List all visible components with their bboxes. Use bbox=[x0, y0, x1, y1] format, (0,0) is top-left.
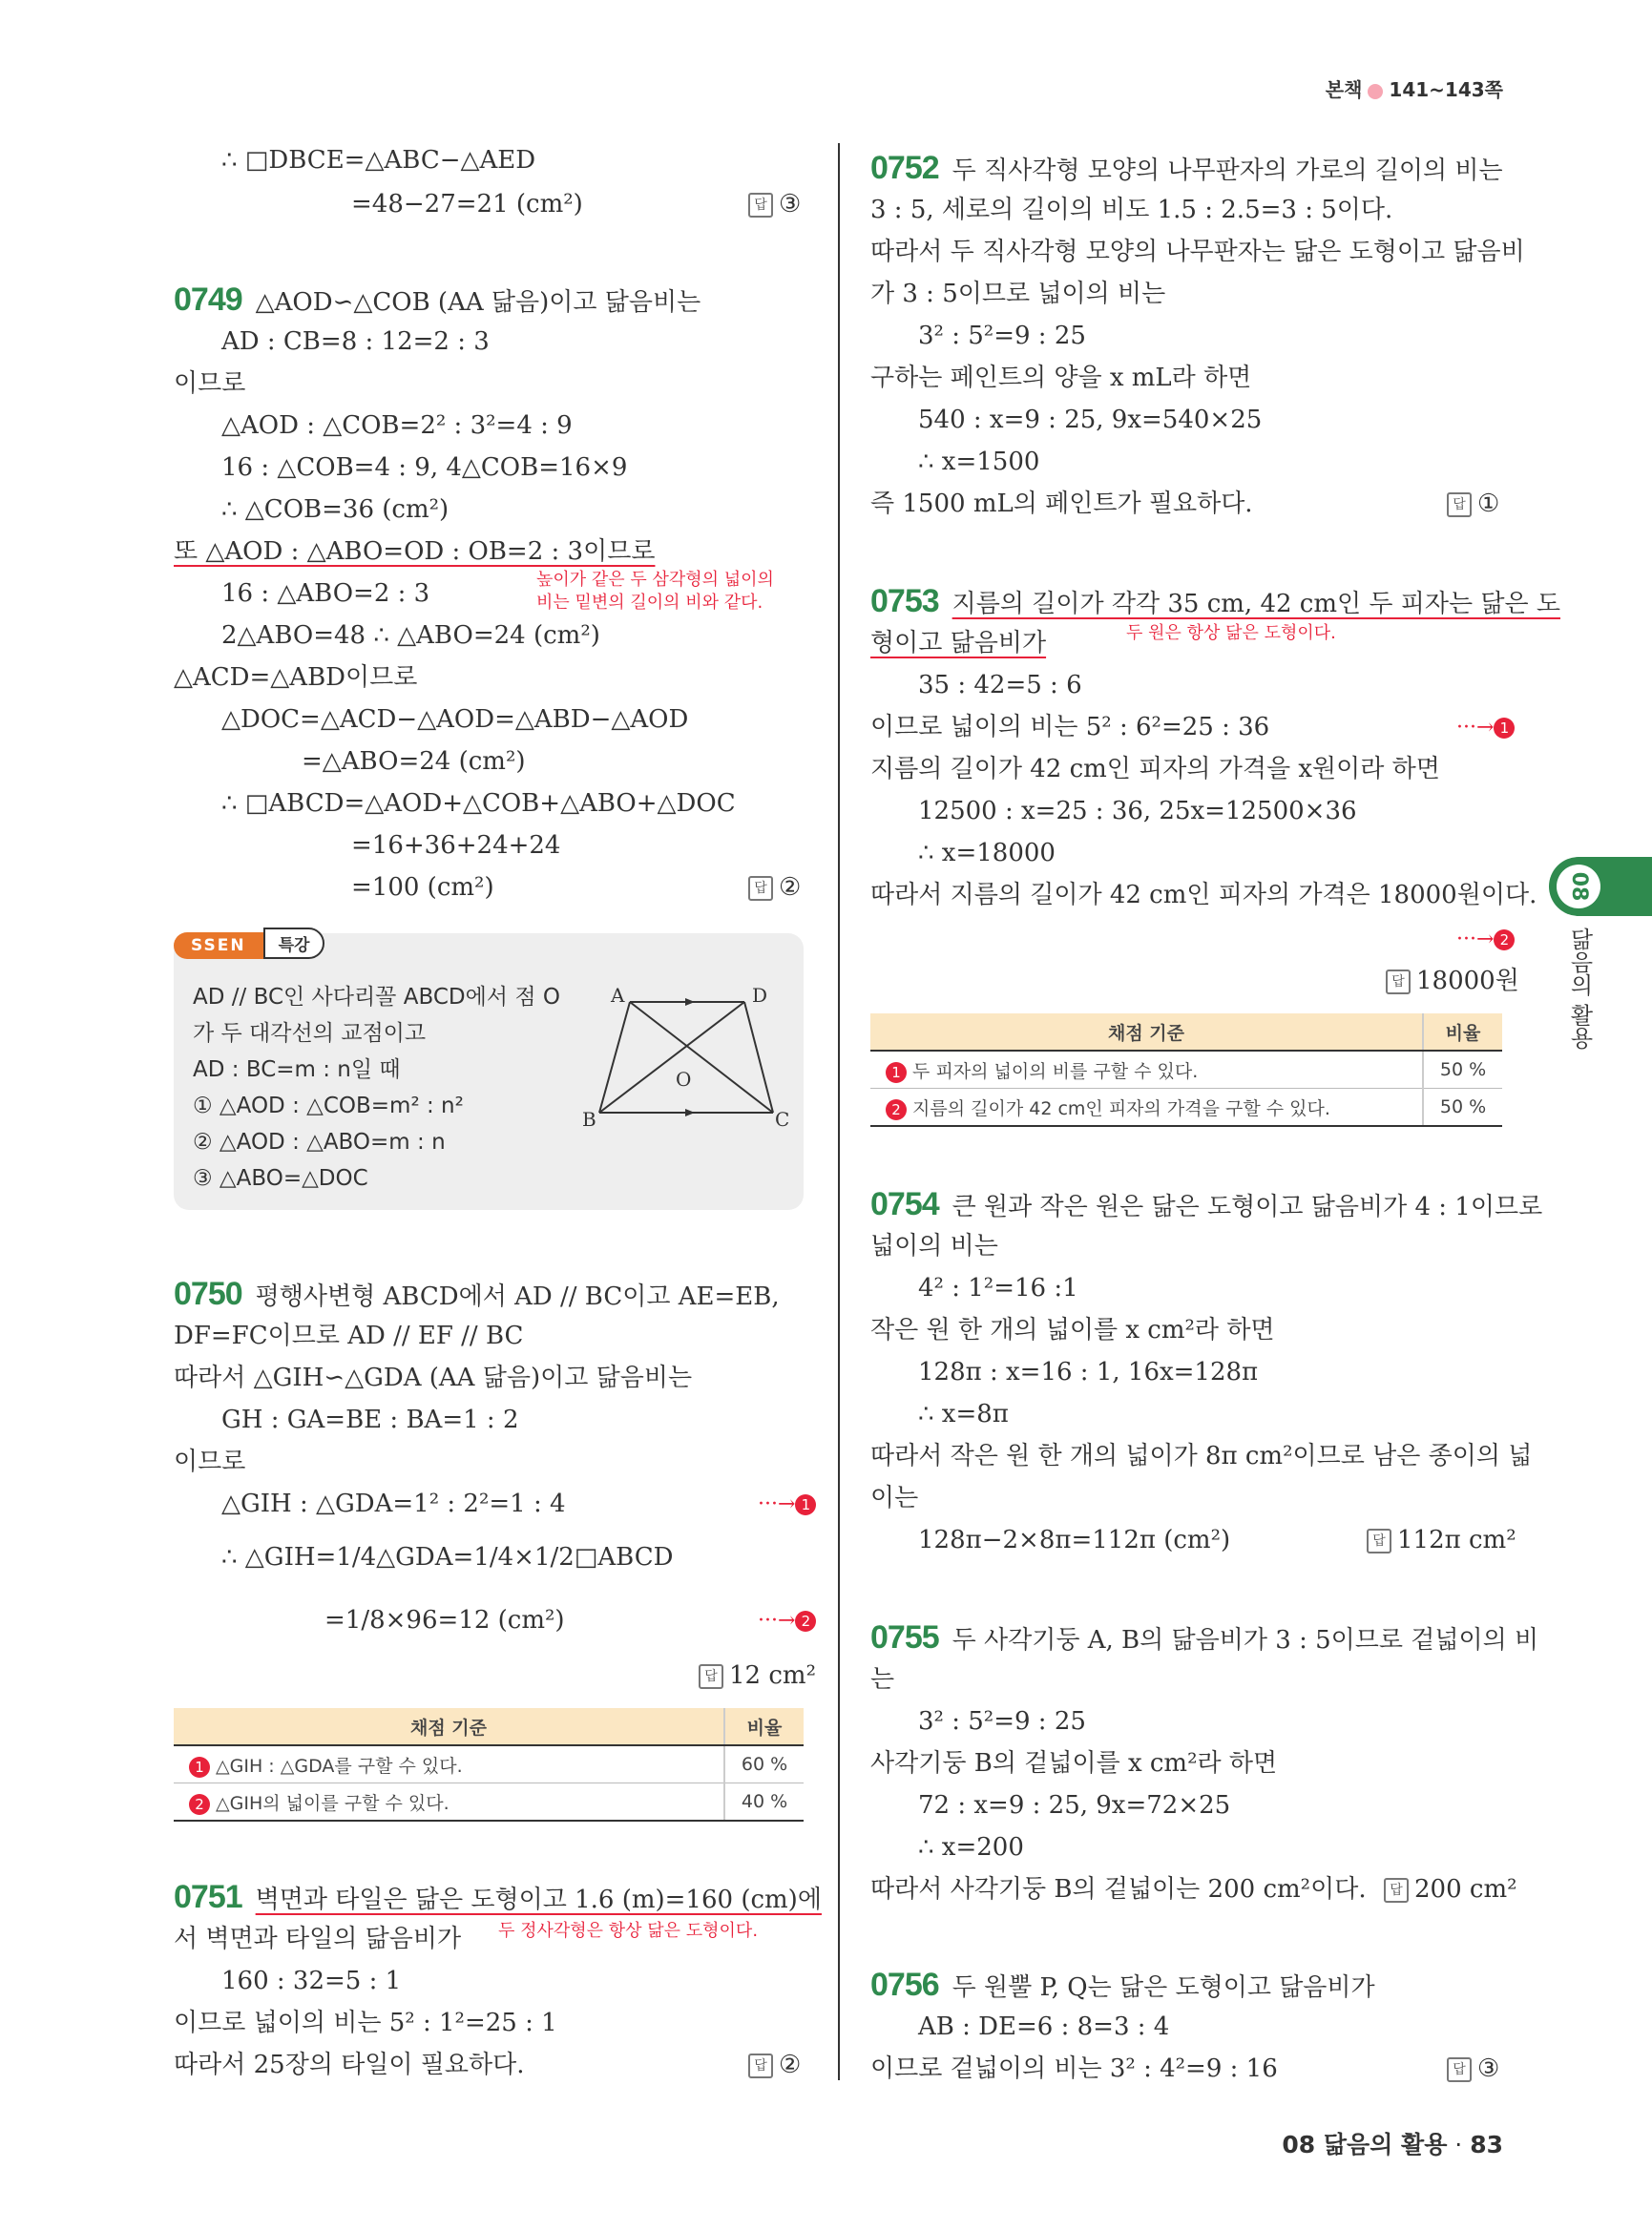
solution-line: =48−27=21 (cm²) bbox=[351, 190, 583, 219]
problem-number: 0751 bbox=[174, 1879, 242, 1915]
page-reference bbox=[1326, 74, 1503, 102]
answer-icon: 답 bbox=[699, 1664, 723, 1689]
answer bbox=[699, 1658, 816, 1693]
footer-separator: · bbox=[1447, 2131, 1471, 2158]
solution-line: 540 : x=9 : 25, 9x=540×25 bbox=[918, 406, 1263, 434]
solution-line: 이므로 bbox=[174, 369, 246, 398]
answer bbox=[1447, 487, 1499, 521]
solution-line: =100 (cm²) bbox=[351, 873, 494, 902]
ssen-label-special: 특강 bbox=[263, 928, 325, 959]
answer bbox=[1367, 1523, 1516, 1557]
solution-line: 따라서 지름의 길이가 42 cm인 피자의 가격은 18000원이다. bbox=[870, 881, 1537, 909]
answer-icon: 답 bbox=[748, 2054, 773, 2078]
table-cell: 50 % bbox=[1423, 1089, 1502, 1127]
table-cell: △GIH : △GDA를 구할 수 있다. bbox=[216, 1755, 463, 1777]
answer-value: 18000원 bbox=[1416, 967, 1519, 995]
solution-line: =△ABO=24 (cm²) bbox=[302, 747, 526, 776]
answer-value: ③ bbox=[1477, 2054, 1500, 2083]
solution-line: △AOD : △COB=2² : 3²=4 : 9 bbox=[221, 411, 573, 440]
footer-chapter: 08 닮음의 활용 bbox=[1282, 2131, 1448, 2158]
table-header: 채점 기준 bbox=[870, 1013, 1423, 1051]
solution-line: 서 벽면과 타일의 닮음비가 bbox=[174, 1925, 462, 1953]
table-cell: △GIH의 넓이를 구할 수 있다. bbox=[216, 1792, 450, 1814]
page-range: 141~143쪽 bbox=[1389, 78, 1503, 101]
grading-table bbox=[870, 1013, 1502, 1127]
solution-line: 두 원뿔 P, Q는 닮은 도형이고 닮음비가 bbox=[951, 1973, 1375, 2002]
marker-number: 1 bbox=[1494, 718, 1515, 739]
answer-value: ② bbox=[779, 873, 802, 902]
solution-line: 이는 bbox=[870, 1484, 919, 1512]
solution-line: 따라서 작은 원 한 개의 넓이가 8π cm²이므로 남은 종이의 넓 bbox=[870, 1442, 1533, 1470]
answer-value: ② bbox=[779, 2051, 802, 2079]
solution-line: 는 bbox=[870, 1665, 895, 1694]
problem-0755 bbox=[870, 1620, 1538, 1658]
ssen-line: AD // BC인 사다리꼴 ABCD에서 점 O bbox=[193, 985, 560, 1010]
solution-line: 벽면과 타일은 닮은 도형이고 1.6 (m)=160 (cm)에 bbox=[255, 1886, 822, 1914]
solution-line: ∴ x=8π bbox=[918, 1400, 1009, 1428]
problem-number: 0756 bbox=[870, 1967, 939, 2003]
solution-line: 즉 1500 mL의 페인트가 필요하다. bbox=[870, 490, 1253, 518]
solution-line: GH : GA=BE : BA=1 : 2 bbox=[221, 1406, 519, 1434]
page-footer bbox=[1282, 2126, 1503, 2160]
problem-0756 bbox=[870, 1968, 1375, 2005]
step-marker bbox=[1456, 928, 1515, 951]
problem-number: 0755 bbox=[870, 1619, 939, 1656]
solution-line: ∴ □DBCE=△ABC−△AED bbox=[221, 146, 536, 175]
chapter-title: 닮음의 활용 bbox=[1566, 928, 1593, 1050]
step-marker bbox=[1456, 716, 1515, 740]
answer-icon: 답 bbox=[1447, 2057, 1472, 2082]
answer-value: 112π cm² bbox=[1397, 1526, 1516, 1554]
solution-line: 이므로 넓이의 비는 5² : 1²=25 : 1 bbox=[174, 2009, 557, 2037]
solution-line: 사각기둥 B의 겉넓이를 x cm²라 하면 bbox=[870, 1749, 1278, 1778]
label-d: D bbox=[752, 984, 768, 1007]
solution-line: 따라서 사각기둥 B의 겉넓이는 200 cm²이다. bbox=[870, 1875, 1367, 1904]
solution-line: ∴ △GIH=1/4△GDA=1/4×1/2□ABCD bbox=[221, 1543, 674, 1572]
problem-number: 0753 bbox=[870, 583, 939, 619]
step-marker bbox=[758, 1609, 816, 1633]
answer-value: ① bbox=[1477, 490, 1500, 518]
problem-number: 0750 bbox=[174, 1276, 242, 1312]
chapter-number: 08 bbox=[1557, 865, 1600, 908]
solution-line: 따라서 25장의 타일이 필요하다. bbox=[174, 2051, 525, 2079]
label-o: O bbox=[676, 1068, 692, 1091]
solution-line: 12500 : x=25 : 36, 25x=12500×36 bbox=[918, 797, 1357, 825]
answer-icon: 답 bbox=[1447, 492, 1472, 517]
book-label: 본책 bbox=[1325, 78, 1363, 101]
solution-line: 2△ABO=48 ∴ △ABO=24 (cm²) bbox=[221, 621, 600, 650]
answer-icon: 답 bbox=[748, 193, 773, 218]
margin-note: 두 원은 항상 닮은 도형이다. bbox=[1126, 623, 1336, 643]
grading-table bbox=[174, 1708, 804, 1822]
step-marker bbox=[758, 1492, 816, 1516]
table-row bbox=[174, 1783, 804, 1822]
margin-note: 비는 밑변의 길이의 비와 같다. bbox=[536, 593, 763, 613]
solution-line: ∴ x=1500 bbox=[918, 448, 1040, 476]
solution-line: =16+36+24+24 bbox=[351, 831, 561, 860]
problem-0752 bbox=[870, 151, 1503, 188]
table-row bbox=[870, 1089, 1502, 1127]
problem-0749 bbox=[174, 282, 701, 320]
page-number: 83 bbox=[1470, 2131, 1503, 2158]
answer-value: ③ bbox=[779, 190, 802, 219]
solution-line: 72 : x=9 : 25, 9x=72×25 bbox=[918, 1791, 1231, 1820]
answer bbox=[1384, 1872, 1517, 1907]
marker-arrow: ···→ bbox=[758, 1609, 796, 1633]
marker-number: 2 bbox=[795, 1611, 816, 1632]
solution-line: 16 : △COB=4 : 9, 4△COB=16×9 bbox=[221, 453, 628, 482]
ssen-line: 가 두 대각선의 교점이고 bbox=[193, 1021, 427, 1046]
answer-icon: 답 bbox=[1386, 970, 1411, 994]
answer bbox=[1386, 964, 1519, 998]
solution-line: 가 3 : 5이므로 넓이의 비는 bbox=[870, 280, 1166, 308]
table-cell: 두 피자의 넓이의 비를 구할 수 있다. bbox=[912, 1060, 1199, 1082]
solution-line: 지름의 길이가 42 cm인 피자의 가격을 x원이라 하면 bbox=[870, 755, 1440, 783]
solution-line: ∴ x=200 bbox=[918, 1833, 1024, 1862]
solution-line: △ACD=△ABD이므로 bbox=[174, 663, 418, 692]
solution-line: ∴ △COB=36 (cm²) bbox=[221, 495, 450, 524]
ssen-line: ② △AOD : △ABO=m : n bbox=[193, 1130, 446, 1155]
marker-number: 2 bbox=[886, 1099, 907, 1120]
ssen-line: ③ △ABO=△DOC bbox=[193, 1166, 368, 1191]
solution-line: 16 : △ABO=2 : 3 bbox=[221, 579, 430, 608]
solution-line: 160 : 32=5 : 1 bbox=[221, 1967, 402, 1995]
label-a: A bbox=[611, 984, 625, 1007]
solution-line: ∴ □ABCD=△AOD+△COB+△ABO+△DOC bbox=[221, 789, 736, 818]
solution-line: 이므로 bbox=[174, 1448, 246, 1476]
solution-line: 이므로 겉넓이의 비는 3² : 4²=9 : 16 bbox=[870, 2054, 1278, 2083]
chapter-tab[interactable] bbox=[1549, 857, 1652, 916]
solution-line: 큰 원과 작은 원은 닮은 도형이고 닮음비가 4 : 1이므로 bbox=[951, 1193, 1543, 1221]
answer bbox=[748, 187, 801, 221]
marker-arrow: ···→ bbox=[758, 1492, 796, 1516]
solution-line: 두 직사각형 모양의 나무판자의 가로의 길이의 비는 bbox=[951, 156, 1503, 185]
answer-icon: 답 bbox=[1384, 1878, 1409, 1903]
problem-number: 0754 bbox=[870, 1186, 939, 1222]
solution-line: △GIH : △GDA=1² : 2²=1 : 4 bbox=[221, 1490, 566, 1518]
solution-line: △DOC=△ACD−△AOD=△ABD−△AOD bbox=[221, 705, 689, 734]
problem-number: 0752 bbox=[870, 150, 939, 186]
problem-0754 bbox=[870, 1187, 1542, 1224]
ssen-tag bbox=[174, 928, 324, 960]
trapezoid-diagram bbox=[582, 973, 792, 1136]
answer-value: 200 cm² bbox=[1414, 1875, 1517, 1904]
solution-line: 128π−2×8π=112π (cm²) bbox=[918, 1526, 1231, 1554]
problem-0753 bbox=[870, 584, 1560, 621]
margin-note: 두 정사각형은 항상 닮은 도형이다. bbox=[498, 1921, 759, 1941]
solution-line: 128π : x=16 : 1, 16x=128π bbox=[918, 1358, 1259, 1387]
marker-number: 1 bbox=[189, 1757, 210, 1778]
solution-line: △AOD∽△COB (AA 닮음)이고 닮음비는 bbox=[255, 288, 701, 317]
solution-line: 구하는 페인트의 양을 x mL라 하면 bbox=[870, 364, 1252, 392]
table-row bbox=[870, 1051, 1502, 1089]
table-cell: 50 % bbox=[1423, 1051, 1502, 1089]
marker-arrow: ···→ bbox=[1456, 928, 1495, 951]
solution-line: 넓이의 비는 bbox=[870, 1232, 998, 1261]
margin-note: 높이가 같은 두 삼각형의 넓이의 bbox=[536, 570, 774, 590]
solution-line: 3 : 5, 세로의 길이의 비도 1.5 : 2.5=3 : 5이다. bbox=[870, 196, 1393, 224]
solution-line: 두 사각기둥 A, B의 닮음비가 3 : 5이므로 겉넓이의 비 bbox=[951, 1626, 1539, 1655]
solution-line: 35 : 42=5 : 6 bbox=[918, 671, 1082, 699]
answer-icon: 답 bbox=[1367, 1529, 1391, 1553]
solution-line: =1/8×96=12 (cm²) bbox=[324, 1606, 565, 1635]
solution-line: 따라서 두 직사각형 모양의 나무판자는 닮은 도형이고 닮음비 bbox=[870, 238, 1525, 266]
marker-arrow: ···→ bbox=[1456, 716, 1495, 740]
solution-line: 4² : 1²=16 :1 bbox=[918, 1274, 1078, 1303]
problem-0751 bbox=[174, 1880, 822, 1917]
solution-line: 3² : 5²=9 : 25 bbox=[918, 322, 1086, 350]
marker-number: 1 bbox=[886, 1062, 907, 1083]
answer-icon: 답 bbox=[748, 876, 773, 901]
problem-0750 bbox=[174, 1277, 780, 1314]
solution-line: AD : CB=8 : 12=2 : 3 bbox=[221, 327, 490, 356]
answer bbox=[748, 870, 801, 905]
ssen-label: SSEN bbox=[174, 932, 263, 959]
column-divider bbox=[838, 143, 840, 2080]
table-cell: 지름의 길이가 42 cm인 피자의 가격을 구할 수 있다. bbox=[912, 1097, 1330, 1119]
solution-line: 따라서 △GIH∽△GDA (AA 닮음)이고 닮음비는 bbox=[174, 1364, 693, 1392]
answer bbox=[1447, 2052, 1499, 2086]
marker-number: 2 bbox=[1494, 929, 1515, 950]
solution-line: 평행사변형 ABCD에서 AD // BC이고 AE=EB, bbox=[255, 1282, 780, 1311]
solution-line: AB : DE=6 : 8=3 : 4 bbox=[918, 2012, 1170, 2041]
table-row bbox=[174, 1745, 804, 1783]
ssen-line: ① △AOD : △COB=m² : n² bbox=[193, 1094, 464, 1118]
solution-line: 작은 원 한 개의 넓이를 x cm²라 하면 bbox=[870, 1316, 1275, 1345]
ssen-line: AD : BC=m : n일 때 bbox=[193, 1057, 401, 1082]
table-cell: 60 % bbox=[724, 1745, 804, 1783]
table-header: 비율 bbox=[1423, 1013, 1502, 1051]
answer-value: 12 cm² bbox=[729, 1661, 816, 1690]
solution-line: 이므로 넓이의 비는 5² : 6²=25 : 36 bbox=[870, 713, 1270, 741]
solution-line: 지름의 길이가 각각 35 cm, 42 cm인 두 피자는 닮은 도 bbox=[951, 590, 1561, 618]
table-header: 비율 bbox=[724, 1708, 804, 1745]
table-cell: 40 % bbox=[724, 1783, 804, 1822]
solution-line: 형이고 닮음비가 bbox=[870, 629, 1047, 657]
solution-line: 또 △AOD : △ABO=OD : OB=2 : 3이므로 bbox=[174, 537, 656, 566]
problem-number: 0749 bbox=[174, 281, 242, 318]
solution-line: 3² : 5²=9 : 25 bbox=[918, 1707, 1086, 1736]
label-b: B bbox=[582, 1108, 596, 1131]
solution-line: DF=FC이므로 AD // EF // BC bbox=[174, 1322, 524, 1350]
solution-line: ∴ x=18000 bbox=[918, 839, 1056, 867]
answer bbox=[748, 2048, 801, 2082]
label-c: C bbox=[775, 1108, 790, 1131]
marker-number: 2 bbox=[189, 1794, 210, 1815]
marker-number: 1 bbox=[795, 1494, 816, 1515]
circle-icon bbox=[1368, 84, 1383, 99]
table-header: 채점 기준 bbox=[174, 1708, 724, 1745]
